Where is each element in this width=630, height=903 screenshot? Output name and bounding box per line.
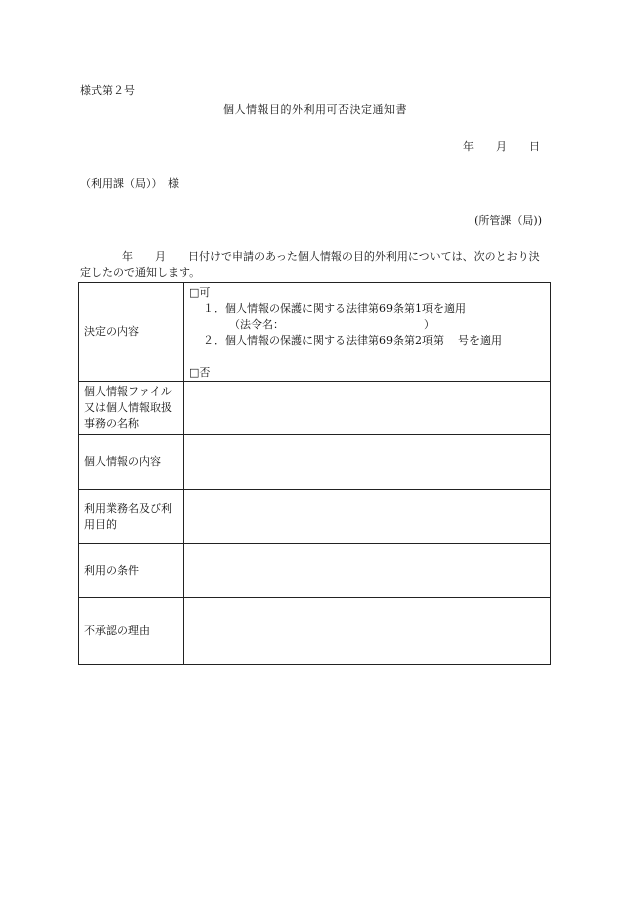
intro-text: 日付けで申請のあった個人情報の目的外利用については、次のとおり決定したので通知します。 bbox=[80, 250, 540, 279]
approve-checkbox[interactable]: □可 bbox=[189, 286, 211, 299]
conditions-value[interactable] bbox=[184, 544, 551, 598]
document-title: 個人情報目的外利用可否決定通知書 bbox=[223, 103, 407, 116]
table-row bbox=[79, 382, 551, 435]
intro-month: 月 bbox=[155, 250, 166, 263]
table-row bbox=[79, 598, 551, 665]
intro-year: 年 bbox=[122, 250, 133, 263]
law-name-close: ） bbox=[424, 318, 435, 331]
conditions-label: 利用の条件 bbox=[79, 544, 184, 598]
law-name-line bbox=[189, 317, 545, 333]
law-name-open: （法令名： bbox=[229, 318, 284, 331]
deny-checkbox[interactable]: □否 bbox=[189, 366, 211, 379]
issuer: (所管課（局)) bbox=[474, 214, 542, 227]
option-2-part1: ２．個人情報の保護に関する法律第69条第2項第 bbox=[203, 334, 444, 347]
table-row bbox=[79, 283, 551, 382]
file-name-value[interactable] bbox=[184, 382, 551, 435]
purpose-label: 利用業務名及び利用目的 bbox=[79, 490, 184, 544]
form-number: 様式第２号 bbox=[80, 84, 135, 97]
date-line bbox=[463, 138, 540, 154]
purpose-value[interactable] bbox=[184, 490, 551, 544]
date-day: 日 bbox=[529, 140, 540, 153]
file-name-label: 個人情報ファイル又は個人情報取扱事務の名称 bbox=[79, 382, 184, 435]
intro-paragraph bbox=[80, 249, 550, 281]
table-row bbox=[79, 490, 551, 544]
recipient: （利用課（局）） 様 bbox=[80, 177, 179, 190]
info-content-value[interactable] bbox=[184, 435, 551, 490]
rejection-reason-value[interactable] bbox=[184, 598, 551, 665]
date-month: 月 bbox=[496, 140, 507, 153]
table-row bbox=[79, 544, 551, 598]
option-2-part2: 号を適用 bbox=[458, 334, 502, 347]
date-year: 年 bbox=[463, 140, 474, 153]
decision-content bbox=[184, 283, 551, 382]
decision-table bbox=[78, 282, 551, 665]
decision-label: 決定の内容 bbox=[79, 283, 184, 382]
option-2 bbox=[189, 333, 545, 349]
rejection-reason-label: 不承認の理由 bbox=[79, 598, 184, 665]
info-content-label: 個人情報の内容 bbox=[79, 435, 184, 490]
option-1: １．個人情報の保護に関する法律第69条第1項を適用 bbox=[203, 302, 466, 315]
table-row bbox=[79, 435, 551, 490]
